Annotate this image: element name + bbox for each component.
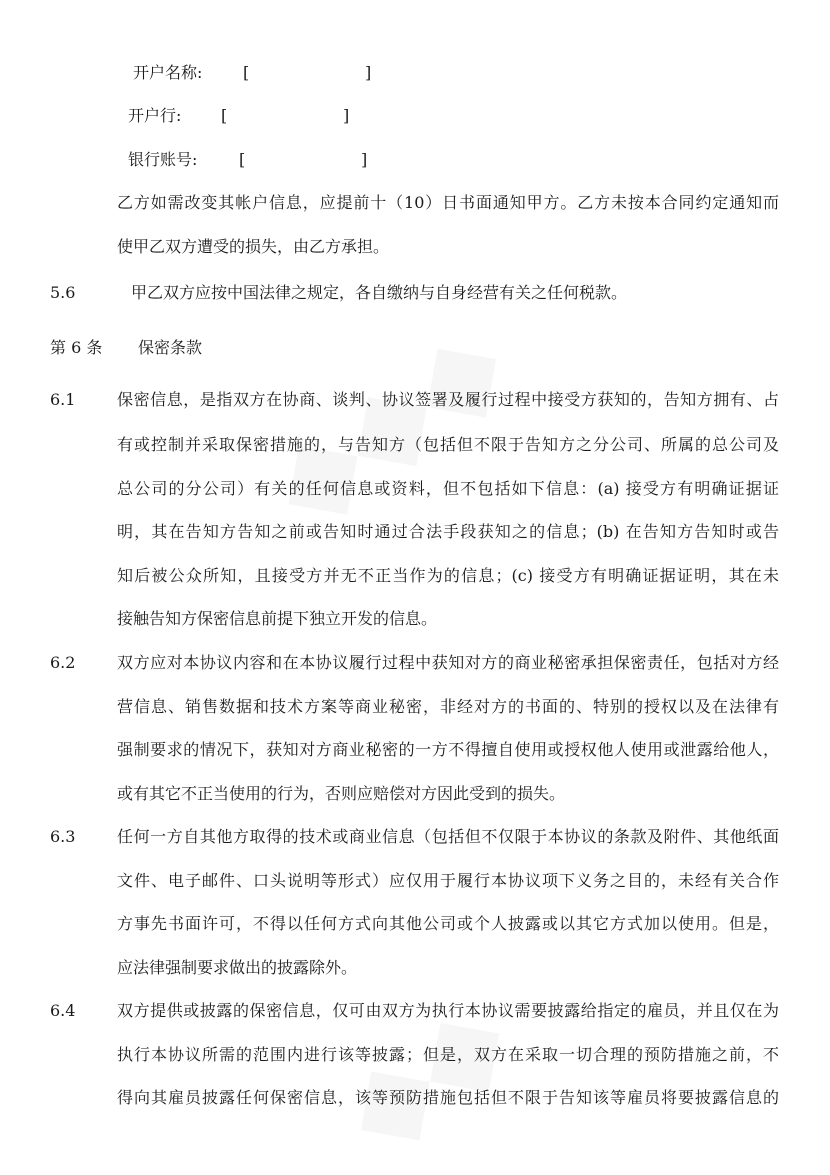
account-number-bracket-close: ] bbox=[361, 150, 368, 169]
clause-number: 6.3 bbox=[50, 827, 76, 846]
clause-number: 6.2 bbox=[50, 653, 76, 672]
clause-line: 双方应对本协议内容和在本协议履行过程中获知对方的商业秘密承担保密责任，包括对方经 bbox=[117, 653, 779, 672]
account-name-label: 开户名称: bbox=[133, 63, 203, 82]
clause-line: 文件、电子邮件、口头说明等形式）应仅用于履行本协议项下义务之目的，未经有关合作 bbox=[117, 871, 779, 890]
clause-number: 6.1 bbox=[50, 390, 76, 409]
clause-line: 营信息、销售数据和技术方案等商业秘密，非经对方的书面的、特别的授权以及在法律有 bbox=[117, 697, 779, 716]
account-name-bracket-open: [ bbox=[243, 63, 250, 82]
clause-number: 5.6 bbox=[50, 283, 76, 302]
change-notice-line: 乙方如需改变其帐户信息，应提前十（10）日书面通知甲方。乙方未按本合同约定通知而 bbox=[117, 193, 779, 212]
clause-line: 方事先书面许可，不得以任何方式向其他公司或个人披露或以其它方式加以使用。但是， bbox=[117, 914, 779, 933]
clause-line: 保密信息，是指双方在协商、谈判、协议签署及履行过程中接受方获知的，告知方拥有、占 bbox=[117, 390, 779, 409]
article-title: 保密条款 bbox=[138, 338, 203, 357]
clause-line: 得向其雇员披露任何保密信息，该等预防措施包括但不限于告知该等雇员将要披露信息的 bbox=[117, 1088, 779, 1107]
clause-line: 任何一方自其他方取得的技术或商业信息（包括但不仅限于本协议的条款及附件、其他纸面 bbox=[117, 827, 779, 846]
clause-number: 6.4 bbox=[50, 1001, 76, 1020]
clause-line: 接触告知方保密信息前提下独立开发的信息。 bbox=[117, 609, 438, 628]
article-number: 第 6 条 bbox=[50, 338, 103, 357]
clause-line: 强制要求的情况下，获知对方商业秘密的一方不得擅自使用或授权他人使用或泄露给他人， bbox=[117, 740, 779, 759]
clause-line: 双方提供或披露的保密信息，仅可由双方为执行本协议需要披露给指定的雇员，并且仅在为 bbox=[117, 1001, 779, 1020]
clause-text: 甲乙双方应按中国法律之规定，各自缴纳与自身经营有关之任何税款。 bbox=[131, 283, 628, 302]
account-number-bracket-open: [ bbox=[239, 150, 246, 169]
change-notice-line: 使甲乙双方遭受的损失，由乙方承担。 bbox=[117, 237, 390, 256]
clause-line: 有或控制并采取保密措施的，与告知方（包括但不限于告知方之分公司、所属的总公司及 bbox=[117, 435, 779, 454]
clause-line: 执行本协议所需的范围内进行该等披露；但是，双方在采取一切合理的预防措施之前，不 bbox=[117, 1045, 779, 1064]
clause-line: 明，其在告知方告知之前或告知时通过合法手段获知之的信息；(b) 在告知方告知时或告 bbox=[117, 522, 779, 541]
bank-label: 开户行: bbox=[128, 106, 182, 125]
bank-bracket-close: ] bbox=[343, 106, 350, 125]
clause-line: 总公司的分公司）有关的任何信息或资料，但不包括如下信息：(a) 接受方有明确证据证 bbox=[117, 479, 779, 498]
clause-line: 应法律强制要求做出的披露除外。 bbox=[117, 958, 358, 977]
account-number-label: 银行账号: bbox=[128, 150, 198, 169]
clause-line: 知后被公众所知，且接受方并无不正当作为的信息；(c) 接受方有明确证据证明，其在未 bbox=[117, 566, 779, 585]
bank-bracket-open: [ bbox=[221, 106, 228, 125]
clause-line: 或有其它不正当使用的行为，否则应赔偿对方因此受到的损失。 bbox=[117, 784, 566, 803]
watermark bbox=[246, 299, 527, 549]
account-name-bracket-close: ] bbox=[365, 63, 372, 82]
